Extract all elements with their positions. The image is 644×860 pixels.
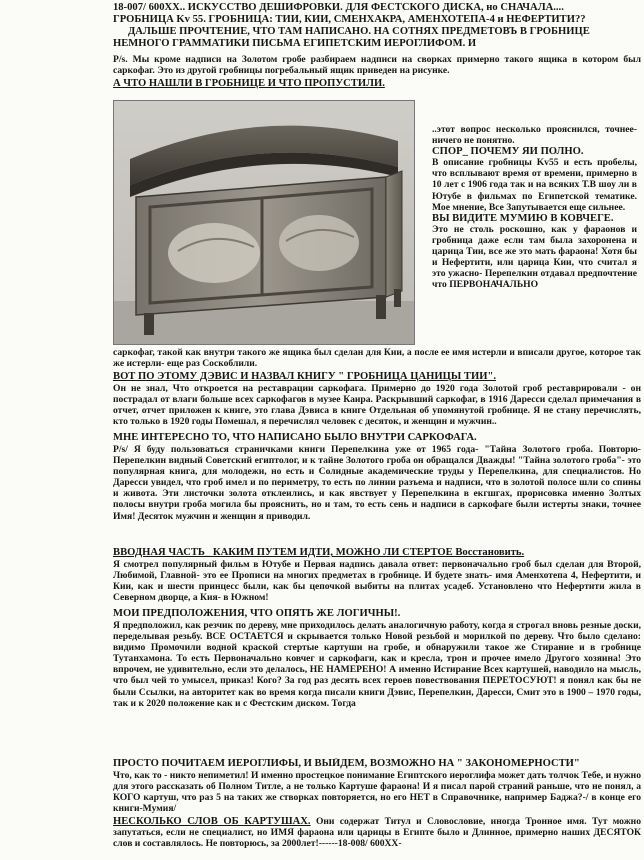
intro-paragraph: P/s. Мы кроме надписи на Золотом гробе разбираем надписи на сворках примерно такого ящика в котором был саркофаг. Это из другой гробницы погребальный ящик приведен на рисунке.: [113, 54, 641, 77]
header-line-4: НЕМНОГО ГРАММАТИКИ ПИСЬМА ЕГИПЕТСКИМ ИЕРОГЛИФОМ. И: [113, 38, 477, 49]
cartouches-text: Они содержат Титул и Словословие, иногда Тронное имя. Тут можно запутаться, если не специалист, но ИМЯ фараона или царицы в Египте было и Длинное, примерно наших ДЕСЯТОК слов и составлялось. Не повторюсь, за 2000лет!------18-008/ 600XX-: [113, 816, 641, 850]
assumptions-paragraph: Я предположил, как резчик по дереву, мне приходилось делать аналогичную работу, когда я строгал вновь резные доски, переделывая резьбу. ВСЕ ОСТАЕТСЯ и скрывается только Новой резьбой и морилкой по дереву. Что было сделано: видимо Промочили водной краской стертые картуши на гробе, и обнаружили такое же Стирание и в гробнице Тутанхамона. То есть Первоначально ковчег и саркофаги, как и кресла, трон и прочее имело Другого хозяина! Это впрочем, не удивительно, если это делалось, НЕ НАМЕРЕНО! А именно Истирание Всех картушей, наводило на мысль, что был чей то умысел, приказ! Кого? За год раз десять всех героев повествования ПЕРЕТОСУЮТ! я понял как бы не были Ссылки, на авторитет как во время когда писали книги Дэвис, Перепелкин, Даресси, Смит это в 1900 – 1970 годы, так и к 2020 положение как и с Фестским диском. Тогда: [113, 620, 641, 709]
sidebar-heading-2: ВЫ ВИДИТЕ МУМИЮ В КОВЧЕГЕ.: [432, 212, 614, 224]
film-paragraph: Я смотрел популярный фильм в Ютубе и Первая надпись давала ответ: первоначально гроб был сделан для Второй, Любимой, Главной- это ее Прописи на многих предметах в гробнице. И будете знать- имя Аменхотепа 4, Нефертити, и Кии, как и шести принцесс были, как бы цепочкой выбиты на плитах усадеб. Установлено что Нефертити жила в Северном дворце, а Кия- в Южном!: [113, 559, 641, 604]
section-intro-part-heading: ВВОДНАЯ ЧАСТЬ_ КАКИМ ПУТЕМ ИДТИ, МОЖНО ЛИ СТЕРТОЕ Восстановить.: [113, 547, 525, 558]
section-assumptions-heading: МОИ ПРЕДПОЛОЖЕНИЯ, ЧТО ОПЯТЬ ЖЕ ЛОГИЧНЫ!.: [113, 608, 401, 619]
cartouches-paragraph: [113, 816, 641, 849]
section-found-heading: А ЧТО НАШЛИ В ГРОБНИЦЕ И ЧТО ПРОПУСТИЛИ.: [113, 78, 385, 89]
sarcophagus-illustration: [114, 101, 414, 344]
sidebar-heading-1: СПОР_ ПОЧЕМУ ЯИ ПОЛНО.: [432, 146, 584, 158]
read-paragraph: Что, как то - никто непиметил! И именно простецкое понимание Египтского иероглифа может дать толчок Тебе, и нужно для этого рассказать об Полном Титле, а не только Картуше фараона! И я писал парой страний раньше, что не понял, а КОГО картуш, что раз 5 на таких же створках повторяется, но его НЕТ в Справочнике, например Баджа?-/ в конце его книги-Мумия/: [113, 770, 641, 815]
davis-paragraph: Он не знал, Что откроется на реставрации саркофага. Примерно до 1920 года Золотой гроб реставрировали - он пострадал от влаги больше всех саркофагов в музее Каира. Раскрывший саркофаг, в 1916 Даресси сделал примечания в отчет, отчет приложен к книге, это глава Дэвиса в книге Отдельная об упомянутой гробнице. Я не стану перечислять, кто только в 1920 годы Помешал, я перечислял человек с десяток, и женщин и мужчин..: [113, 383, 641, 428]
section-inside-heading: МНЕ ИНТЕРЕСНО ТО, ЧТО НАПИСАНО БЫЛО ВНУТРИ САРКОФАГА.: [113, 432, 477, 443]
section-cartouches-heading: НЕСКОЛЬКО СЛОВ ОБ КАРТУШАХ.: [113, 816, 311, 827]
section-read-heading: ПРОСТО ПОЧИТАЕМ ИЕРОГЛИФЫ, И ВЫЙДЕМ, ВОЗМОЖНО НА " ЗАКОНОМЕРНОСТИ": [113, 758, 580, 769]
inside-paragraph: P/s/ Я буду пользоваться страничками книги Перепелкина уже от 1965 года- "Тайна Золотого гроба. Повторю- Перепелкин видный Советский египтолог, и к тайне Золотого гроба он обращался Дважды! "Тайна золотого гроба"- это популярная книга, для молодежи, но есть и Солидные академические труды у Перепелкина, для специалистов. Но Даресси увидел, что гроб имел и по периметру, то есть по линии разъема и надписи, что в золотой полосе шли со спины и живота. Эти листочки золота отклеились, и как явствует у Перепелкина в екгшгах, прорисовка именно Золтых полосы внутри гроба могила бы прояснить, но и там, то есть сень и надписи в саркофаге были истерты знаки, точнее Имя! Десяток мужчин и женщин я приводил.: [113, 444, 641, 522]
header-line-3: ДАЛЬШЕ ПРОЧТЕНИЕ, ЧТО ТАМ НАПИСАНО. НА СОТНЯХ ПРЕДМЕТОВЪ В ГРОБНИЦЕ: [128, 26, 590, 37]
sidebar-paragraph-2: В описание гробницы Kv55 и есть пробелы, что всплывают время от времени, примерно в 10 лет с 1906 года так и на всяких Т.В шоу ли в Ютубе в фильмах по Египетской тематике. Мое мнение, Все Запутывается еще сильнее.: [432, 157, 637, 213]
header-line-1: 18-007/ 600XX.. ИСКУССТВО ДЕШИФРОВКИ. ДЛЯ ФЕСТСКОГО ДИСКА, но СНАЧАЛА....: [113, 2, 564, 13]
sidebar-paragraph-1: ..этот вопрос несколько прояснился, точнее- ничего не понятно.: [432, 124, 637, 147]
header-line-2: ГРОБНИЦА Kv 55. ГРОБНИЦА: ТИИ, КИИ, СМЕНХАКРА, АМЕНХОТЕПА-4 и НЕФЕРТИТИ??: [113, 14, 586, 25]
sidebar-column: [432, 124, 637, 290]
section-davis-heading: ВОТ ПО ЭТОМУ ДЭВИС И НАЗВАЛ КНИГУ " ГРОБНИЦА ЦАНИЦЫ ТИИ".: [113, 371, 496, 382]
sidebar-paragraph-3: Это не столь роскошно, как у фараонов и гробница даже если там была захоронена и царица Тии, все же это мать фараона! Хотя бы и Нефертити, или царица Кии, что считал я это ужасно- Перепелкин отдавал предпочтение что ПЕРВОНАЧАЛЬНО: [432, 223, 637, 291]
continuation-paragraph: саркофаг, такой как внутри такого же ящика был сделан для Кии, а после ее имя истерли и вписали другое, которое так же истерли- еще раз Соскоблили.: [113, 347, 641, 370]
sarcophagus-photo: [113, 100, 415, 345]
